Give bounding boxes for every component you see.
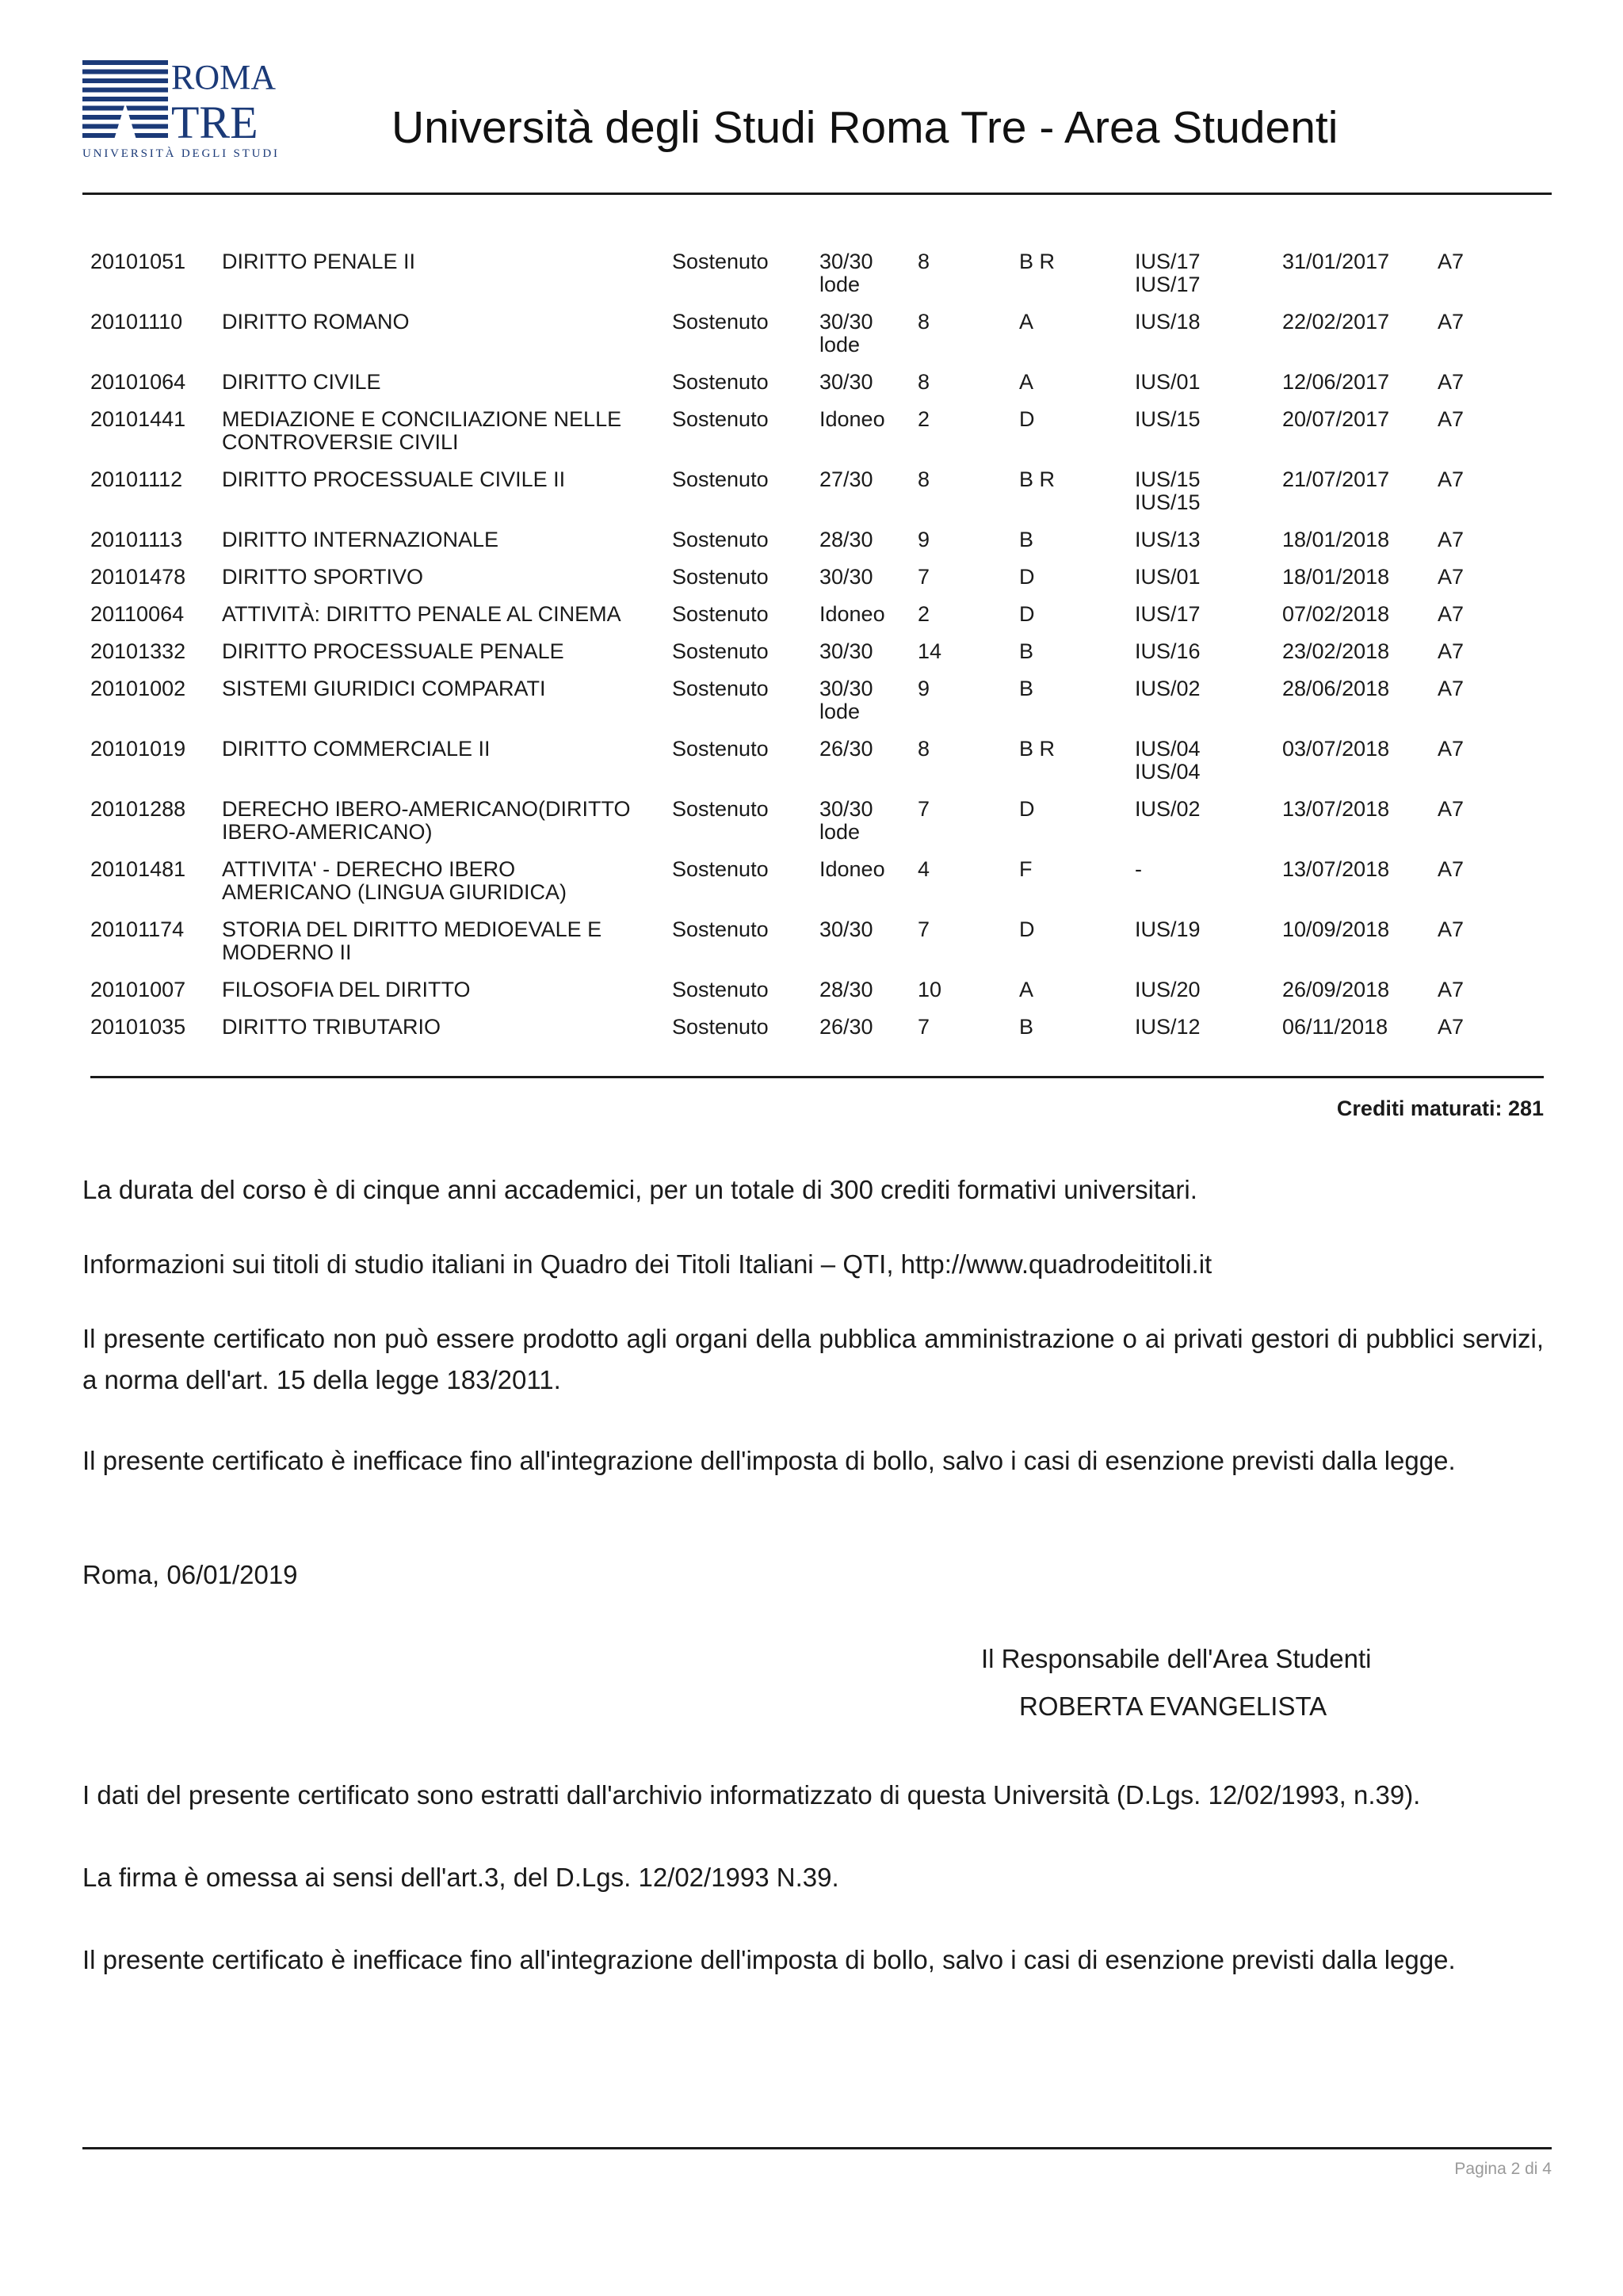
exam-name-line: FILOSOFIA DEL DIRITTO: [222, 978, 471, 1001]
exam-credits: 7: [918, 565, 930, 589]
exam-year: A7: [1438, 370, 1465, 394]
exam-year: A7: [1438, 737, 1465, 761]
exam-grade: [819, 311, 918, 371]
logo-stripe: [82, 97, 168, 101]
exam-date: 31/01/2017: [1282, 250, 1390, 273]
exam-name-line: DIRITTO COMMERCIALE II: [222, 737, 491, 761]
exam-credits: 8: [918, 467, 930, 491]
exam-date: 23/02/2018: [1282, 639, 1390, 663]
exam-name-line: DERECHO IBERO-AMERICANO(DIRITTO: [222, 797, 631, 821]
exam-code: 20101288: [90, 797, 186, 821]
exam-code: 20101064: [90, 370, 186, 394]
exam-name: [222, 603, 672, 640]
exam-taf: B R: [1019, 737, 1056, 761]
exam-credits: 9: [918, 677, 930, 700]
exam-name: [222, 978, 672, 1016]
exam-grade: [819, 798, 918, 858]
header-divider: [82, 193, 1552, 195]
exam-code: 20101478: [90, 565, 186, 589]
exam-grade-line: 28/30: [819, 978, 873, 1001]
exam-taf: D: [1019, 565, 1035, 589]
exam-credits: 4: [918, 857, 930, 881]
exam-status: Sostenuto: [672, 1015, 769, 1039]
exam-name: [222, 528, 672, 566]
exam-code: 20101113: [90, 528, 183, 551]
exam-grade-line: 30/30: [819, 565, 873, 589]
usage-restriction-text: Il presente certificato non può essere prodotto agli organi della pubblica amministrazione o ai privati gestori di pubblici servizi, a norma dell'art. 15 della legge 183/2011.: [82, 1324, 1544, 1394]
exam-grade: [819, 1016, 918, 1053]
logo-stripe: [82, 60, 168, 65]
exam-grade: [819, 408, 918, 468]
exam-year: A7: [1438, 310, 1465, 334]
exam-credits: 10: [918, 978, 942, 1001]
signer-role: Il Responsabile dell'Area Studenti: [981, 1644, 1372, 1673]
exam-credits: 7: [918, 917, 930, 941]
exam-status: Sostenuto: [672, 528, 769, 551]
exam-status: Sostenuto: [672, 677, 769, 700]
exam-date: 03/07/2018: [1282, 737, 1390, 761]
exam-grade: [819, 640, 918, 677]
exam-name-line: ATTIVITÀ: DIRITTO PENALE AL CINEMA: [222, 602, 621, 626]
table-row: [90, 603, 1544, 640]
exam-ssd-line: IUS/20: [1135, 978, 1201, 1001]
exam-taf: B R: [1019, 250, 1056, 273]
exam-code: 20101051: [90, 250, 186, 273]
exam-ssd-line: IUS/02: [1135, 797, 1201, 821]
exam-ssd: [1135, 566, 1282, 603]
exam-name: [222, 468, 672, 528]
exam-grade-line: Idoneo: [819, 857, 885, 881]
exam-name-line: DIRITTO PROCESSUALE CIVILE II: [222, 467, 566, 491]
footer-divider: [82, 2147, 1552, 2149]
exam-date: 13/07/2018: [1282, 797, 1390, 821]
exam-credits: 14: [918, 639, 942, 663]
stamp-duty-text: Il presente certificato è inefficace fino all'integrazione dell'imposta di bollo, salvo i casi di esenzione previsti dalla legge.: [82, 1446, 1456, 1475]
exam-ssd-line: IUS/04: [1135, 737, 1201, 761]
exam-name: [222, 798, 672, 858]
exam-code: 20101174: [90, 917, 185, 941]
exam-status: Sostenuto: [672, 978, 769, 1001]
exam-status: Sostenuto: [672, 565, 769, 589]
exam-ssd: [1135, 677, 1282, 738]
exam-year: A7: [1438, 857, 1465, 881]
exam-grade-line: Idoneo: [819, 602, 885, 626]
exam-grade-line: 30/30: [819, 310, 873, 334]
exam-status: Sostenuto: [672, 467, 769, 491]
exam-grade: [819, 858, 918, 918]
exam-ssd-line: IUS/16: [1135, 639, 1201, 663]
exam-name: [222, 311, 672, 371]
exam-name-line: DIRITTO INTERNAZIONALE: [222, 528, 499, 551]
logo-stripe: [82, 88, 168, 93]
exam-date: 18/01/2018: [1282, 565, 1390, 589]
exam-grade-line: 26/30: [819, 737, 873, 761]
exam-ssd: [1135, 978, 1282, 1016]
exam-ssd-line: IUS/18: [1135, 310, 1201, 334]
exam-name: [222, 918, 672, 978]
exam-grade: [819, 566, 918, 603]
exam-credits: 8: [918, 310, 930, 334]
table-row: [90, 311, 1544, 371]
exam-ssd: [1135, 408, 1282, 468]
exam-year: A7: [1438, 797, 1465, 821]
exam-year: A7: [1438, 528, 1465, 551]
exam-grade: [819, 738, 918, 798]
exam-taf: D: [1019, 407, 1035, 431]
exams-table: [90, 250, 1544, 1053]
exam-name-line: MEDIAZIONE E CONCILIAZIONE NELLE: [222, 407, 622, 431]
exam-year: A7: [1438, 467, 1465, 491]
exam-grade: [819, 603, 918, 640]
exam-ssd-line: IUS/01: [1135, 565, 1201, 589]
exam-code: 20101002: [90, 677, 186, 700]
exam-grade-line: 28/30: [819, 528, 873, 551]
exam-ssd-line: IUS/01: [1135, 370, 1201, 394]
exam-year: A7: [1438, 1015, 1465, 1039]
table-row: [90, 858, 1544, 918]
exam-ssd: [1135, 798, 1282, 858]
exam-credits: 8: [918, 737, 930, 761]
exam-name: [222, 640, 672, 677]
logo-text-universita: UNIVERSITÀ DEGLI STUDI: [82, 147, 277, 160]
table-row: [90, 798, 1544, 858]
exam-name: [222, 250, 672, 311]
exam-taf: D: [1019, 797, 1035, 821]
exam-date: 26/09/2018: [1282, 978, 1390, 1001]
table-row: [90, 566, 1544, 603]
exam-ssd-line: IUS/19: [1135, 917, 1201, 941]
exam-ssd: [1135, 311, 1282, 371]
exam-name: [222, 1016, 672, 1053]
exam-ssd-line: IUS/15: [1135, 467, 1201, 491]
exam-ssd-line: -: [1135, 857, 1142, 881]
table-row: [90, 918, 1544, 978]
logo-text-tre: TRE: [171, 97, 258, 148]
exam-ssd: [1135, 528, 1282, 566]
exam-grade-line: 30/30: [819, 639, 873, 663]
exam-name-line: DIRITTO ROMANO: [222, 310, 410, 334]
exam-name: [222, 858, 672, 918]
exam-taf: B: [1019, 528, 1034, 551]
exam-ssd-line: IUS/13: [1135, 528, 1201, 551]
stamp-duty-text-repeat: Il presente certificato è inefficace fino all'integrazione dell'imposta di bollo, salvo i casi di esenzione previsti dalla legge.: [82, 1945, 1456, 1974]
exam-code: 20101007: [90, 978, 186, 1001]
table-row: [90, 408, 1544, 468]
exam-year: A7: [1438, 639, 1465, 663]
exam-grade: [819, 978, 918, 1016]
credits-total: Crediti maturati: 281: [1336, 1097, 1544, 1120]
exam-grade-line: lode: [819, 820, 861, 844]
table-row: [90, 640, 1544, 677]
exam-code: 20101481: [90, 857, 186, 881]
exam-grade: [819, 371, 918, 408]
exam-ssd: [1135, 858, 1282, 918]
exam-taf: B: [1019, 639, 1034, 663]
exam-year: A7: [1438, 917, 1465, 941]
table-row: [90, 468, 1544, 528]
exam-name-line: ATTIVITA' - DERECHO IBERO: [222, 857, 516, 881]
exam-name-line: IBERO-AMERICANO): [222, 820, 433, 844]
page-title: Università degli Studi Roma Tre - Area Studenti: [391, 102, 1338, 153]
exam-name: [222, 738, 672, 798]
exam-grade-line: 26/30: [819, 1015, 873, 1039]
exam-code: 20101019: [90, 737, 186, 761]
exam-grade-line: 27/30: [819, 467, 873, 491]
exam-year: A7: [1438, 677, 1465, 700]
exam-ssd-line: IUS/17: [1135, 273, 1201, 296]
exam-date: 20/07/2017: [1282, 407, 1390, 431]
archive-source-text: I dati del presente certificato sono estratti dall'archivio informatizzato di questa Università (D.Lgs. 12/02/1993, n.39).: [82, 1780, 1421, 1810]
exam-status: Sostenuto: [672, 737, 769, 761]
exam-code: 20101110: [90, 310, 183, 334]
exam-name: [222, 677, 672, 738]
exam-taf: B: [1019, 677, 1034, 700]
exam-taf: A: [1019, 370, 1034, 394]
exam-ssd-line: IUS/17: [1135, 602, 1201, 626]
exam-date: 07/02/2018: [1282, 602, 1390, 626]
exam-name: [222, 566, 672, 603]
exam-ssd: [1135, 371, 1282, 408]
signer-name: ROBERTA EVANGELISTA: [1019, 1691, 1327, 1721]
exam-ssd: [1135, 918, 1282, 978]
table-row: [90, 371, 1544, 408]
table-row: [90, 677, 1544, 738]
exam-status: Sostenuto: [672, 917, 769, 941]
exam-grade-line: lode: [819, 700, 861, 723]
exam-grade-line: Idoneo: [819, 407, 885, 431]
signature-omitted-text: La firma è omessa ai sensi dell'art.3, del D.Lgs. 12/02/1993 N.39.: [82, 1863, 839, 1892]
logo-stripe: [82, 78, 168, 83]
exam-name-line: SISTEMI GIURIDICI COMPARATI: [222, 677, 546, 700]
exam-name-line: MODERNO II: [222, 940, 352, 964]
exam-taf: D: [1019, 602, 1035, 626]
exam-taf: A: [1019, 978, 1034, 1001]
exam-credits: 8: [918, 370, 930, 394]
exam-ssd: [1135, 603, 1282, 640]
exam-name-line: DIRITTO PENALE II: [222, 250, 416, 273]
exam-ssd-line: IUS/02: [1135, 677, 1201, 700]
exam-name-line: DIRITTO PROCESSUALE PENALE: [222, 639, 564, 663]
exam-ssd-line: IUS/15: [1135, 490, 1201, 514]
exam-name-line: CONTROVERSIE CIVILI: [222, 430, 459, 454]
exam-status: Sostenuto: [672, 639, 769, 663]
exam-name-line: STORIA DEL DIRITTO MEDIOEVALE E: [222, 917, 602, 941]
exam-status: Sostenuto: [672, 797, 769, 821]
exam-ssd-line: IUS/17: [1135, 250, 1201, 273]
exam-status: Sostenuto: [672, 407, 769, 431]
exam-ssd: [1135, 640, 1282, 677]
exam-credits: 2: [918, 407, 930, 431]
exam-taf: F: [1019, 857, 1033, 881]
exam-taf: D: [1019, 917, 1035, 941]
roma-tre-logo: [82, 59, 277, 160]
exam-name-line: AMERICANO (LINGUA GIURIDICA): [222, 880, 567, 904]
exam-status: Sostenuto: [672, 250, 769, 273]
exam-year: A7: [1438, 407, 1465, 431]
table-divider: [90, 1076, 1544, 1078]
exam-ssd-line: IUS/04: [1135, 760, 1201, 784]
exam-date: 28/06/2018: [1282, 677, 1390, 700]
course-duration-text: La durata del corso è di cinque anni accademici, per un totale di 300 crediti formativi universitari.: [82, 1175, 1197, 1204]
exam-code: 20101332: [90, 639, 186, 663]
exam-grade: [819, 468, 918, 528]
exam-date: 13/07/2018: [1282, 857, 1390, 881]
exam-date: 22/02/2017: [1282, 310, 1390, 334]
exam-date: 18/01/2018: [1282, 528, 1390, 551]
exam-taf: B R: [1019, 467, 1056, 491]
exam-grade-line: 30/30: [819, 370, 873, 394]
exam-code: 20101112: [90, 467, 183, 491]
exam-ssd: [1135, 738, 1282, 798]
logo-text-roma: ROMA: [171, 59, 277, 97]
exams-table-body: [90, 250, 1544, 1053]
exam-status: Sostenuto: [672, 602, 769, 626]
qti-info-text: Informazioni sui titoli di studio italiani in Quadro dei Titoli Italiani – QTI, http://www.quadrodeititoli.it: [82, 1249, 1212, 1279]
exam-date: 10/09/2018: [1282, 917, 1390, 941]
exam-ssd: [1135, 1016, 1282, 1053]
exam-taf: A: [1019, 310, 1034, 334]
exam-year: A7: [1438, 978, 1465, 1001]
exam-credits: 8: [918, 250, 930, 273]
exam-name: [222, 371, 672, 408]
exam-code: 20110064: [90, 602, 185, 626]
place-date: Roma, 06/01/2019: [82, 1560, 298, 1589]
exam-year: A7: [1438, 565, 1465, 589]
exam-name-line: DIRITTO CIVILE: [222, 370, 381, 394]
exam-ssd-line: IUS/15: [1135, 407, 1201, 431]
exam-code: 20101035: [90, 1015, 186, 1039]
table-row: [90, 1016, 1544, 1053]
exam-grade-line: 30/30: [819, 677, 873, 700]
exam-date: 12/06/2017: [1282, 370, 1390, 394]
table-row: [90, 528, 1544, 566]
exam-grade-line: lode: [819, 333, 861, 357]
exam-status: Sostenuto: [672, 370, 769, 394]
page-number: Pagina 2 di 4: [1454, 2160, 1552, 2178]
exam-grade: [819, 250, 918, 311]
exam-ssd: [1135, 250, 1282, 311]
exam-name: [222, 408, 672, 468]
exam-grade: [819, 918, 918, 978]
exam-credits: 9: [918, 528, 930, 551]
exam-ssd: [1135, 468, 1282, 528]
exam-code: 20101441: [90, 407, 186, 431]
exam-year: A7: [1438, 250, 1465, 273]
exam-grade-line: 30/30: [819, 797, 873, 821]
exam-grade-line: lode: [819, 273, 861, 296]
exam-grade-line: 30/30: [819, 917, 873, 941]
table-row: [90, 738, 1544, 798]
exam-grade: [819, 677, 918, 738]
exam-date: 06/11/2018: [1282, 1015, 1388, 1039]
exam-credits: 7: [918, 1015, 930, 1039]
exam-name-line: DIRITTO SPORTIVO: [222, 565, 424, 589]
exam-status: Sostenuto: [672, 857, 769, 881]
logo-stripe: [82, 70, 168, 74]
exam-year: A7: [1438, 602, 1465, 626]
logo-emblem-icon: [82, 59, 277, 160]
exam-taf: B: [1019, 1015, 1034, 1039]
exam-credits: 2: [918, 602, 930, 626]
exam-name-line: DIRITTO TRIBUTARIO: [222, 1015, 441, 1039]
exam-grade: [819, 528, 918, 566]
exam-date: 21/07/2017: [1282, 467, 1390, 491]
exam-grade-line: 30/30: [819, 250, 873, 273]
exam-ssd-line: IUS/12: [1135, 1015, 1201, 1039]
exam-status: Sostenuto: [672, 310, 769, 334]
exam-credits: 7: [918, 797, 930, 821]
table-row: [90, 978, 1544, 1016]
table-row: [90, 250, 1544, 311]
